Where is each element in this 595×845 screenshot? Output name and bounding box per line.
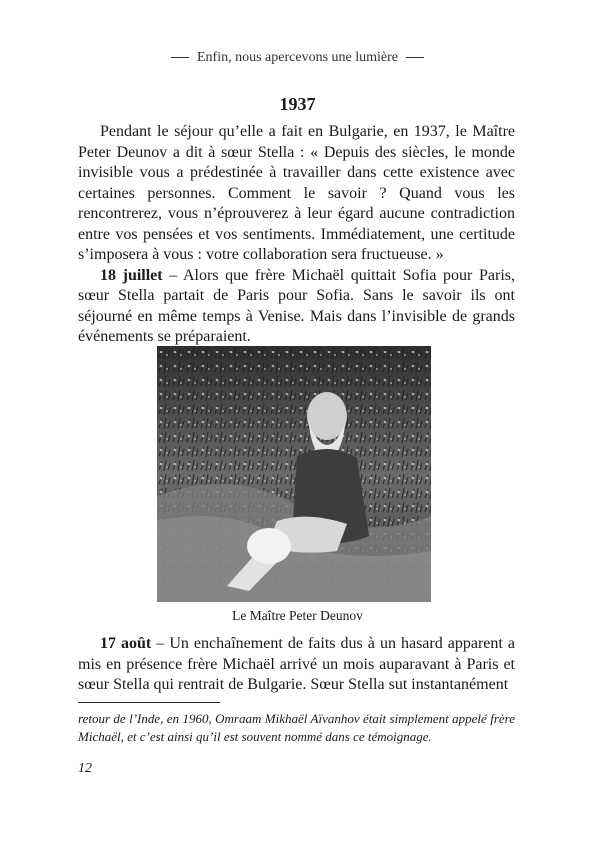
page-number: 12	[78, 761, 92, 776]
header-dash-right	[406, 57, 424, 58]
footnote-separator	[78, 702, 220, 703]
footnote: retour de l’Inde, en 1960, Omraam Mikhaël Aïvanhov était simplement appelé frère Michaël, et c’est ainsi qu’il est souvent nommé dans ce témoignage.	[78, 711, 515, 744]
portrait-photo	[157, 346, 431, 602]
photo-caption: Le Maître Peter Deunov	[232, 608, 363, 623]
running-title: Enfin, nous apercevons une lumière	[197, 50, 398, 65]
paragraph-3-text: – Un enchaînement de faits dus à un hasard apparent a mis en présence frère Michaël arrivé un mois auparavant à Paris et sœur Stella qui rentrait de Bulgarie. Sœur Stella sut instantanément	[78, 635, 515, 693]
running-header	[0, 50, 595, 66]
paragraph-2-text: – Alors que frère Michaël quittait Sofia pour Paris, sœur Stella partait de Paris pour Sofia. Sans le savoir ils ont séjourné en même temps à Venise. Mais dans l’invisible de grands événements se préparaient.	[78, 266, 516, 345]
paragraph-2-date: 18 juillet	[100, 266, 163, 284]
header-dash-left	[171, 57, 189, 58]
portrait-photo-graphic	[157, 346, 431, 602]
body-text-top	[78, 122, 515, 348]
section-year-heading: 1937	[279, 94, 316, 114]
body-text-bottom	[78, 634, 515, 696]
paragraph-3-date: 17 août	[100, 635, 152, 652]
paragraph-2	[78, 266, 515, 348]
paragraph-1: Pendant le séjour qu’elle a fait en Bulgarie, en 1937, le Maître Peter Deunov a dit à sœur Stella : « Depuis des siècles, le monde invisible vous a prédestinée à travailler dans cette existence avec certaines personnes. Comment le savoir ? Quand vous les rencontrerez, vous n’éprouverez à leur égard aucune contradiction entre vos pensées et vos sentiments. Immédiatement, une certitude s’imposera à vous : votre collaboration sera fructueuse. »	[78, 123, 515, 263]
paragraph-3	[78, 634, 515, 696]
